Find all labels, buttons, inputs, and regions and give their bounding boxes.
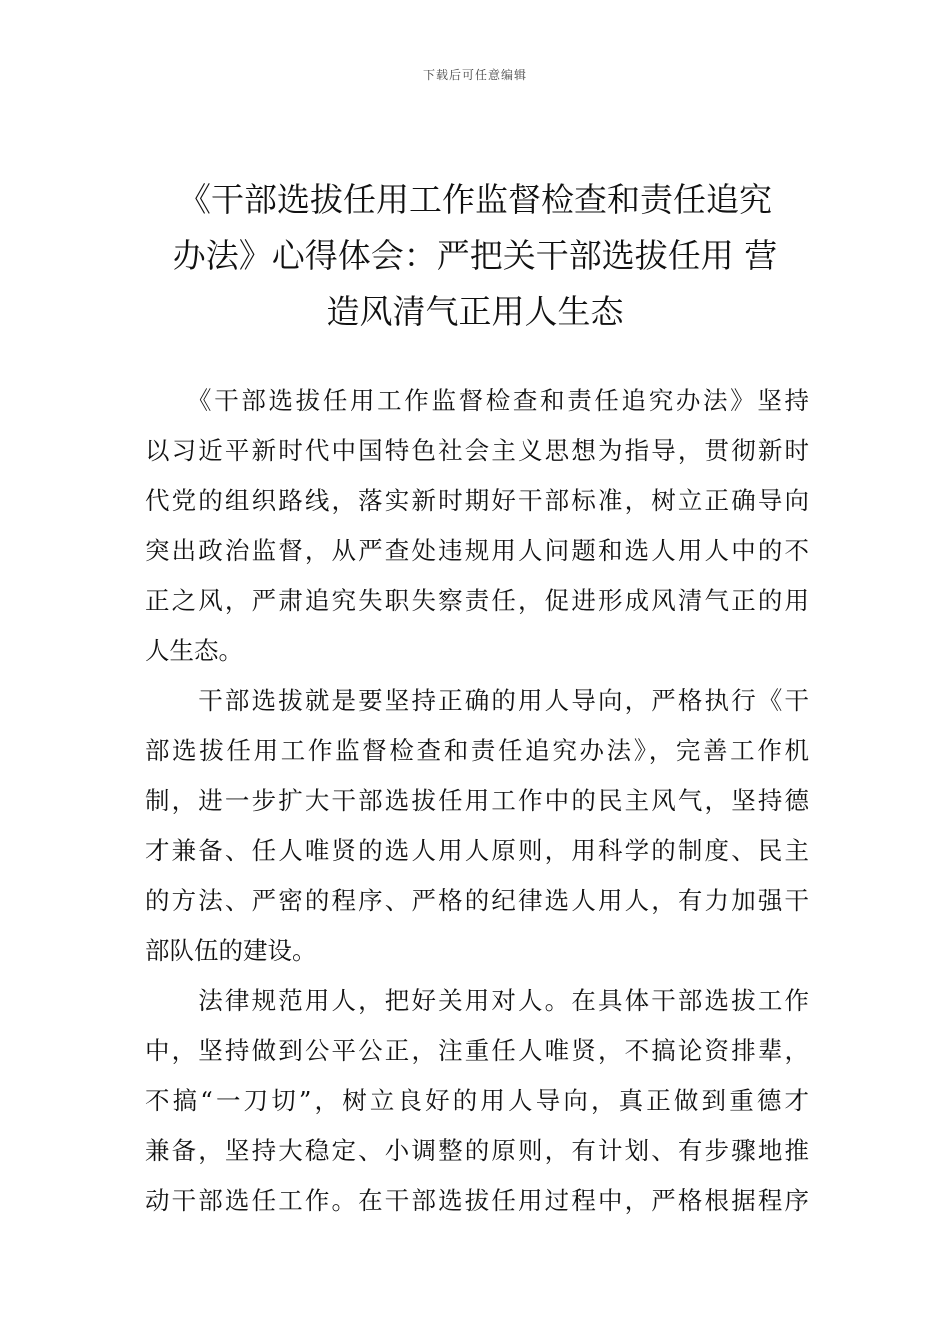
- paragraph-line: 兼备，坚持大稳定、小调整的原则，有计划、有步骤地推: [145, 1136, 809, 1165]
- paragraph-2: [145, 676, 809, 976]
- paragraph-1: [145, 376, 809, 676]
- document-body: [145, 376, 809, 1226]
- document-title: [145, 172, 805, 340]
- paragraph-line: 代党的组织路线，落实新时期好干部标准，树立正确导向: [145, 486, 809, 515]
- paragraph-line: 部选拔任用工作监督检查和责任追究办法》，完善工作机: [145, 736, 809, 765]
- paragraph-line: 不搞“一刀切”，树立良好的用人导向，真正做到重德才: [145, 1086, 809, 1115]
- paragraph-line: 正之风，严肃追究失职失察责任，促进形成风清气正的用: [145, 586, 809, 615]
- paragraph-line: 才兼备、任人唯贤的选人用人原则，用科学的制度、民主: [145, 836, 809, 865]
- title-line: 《干部选拔任用工作监督检查和责任追究: [178, 180, 772, 219]
- header-note: 下载后可任意编辑: [422, 68, 527, 82]
- paragraph-line: 制，进一步扩大干部选拔任用工作中的民主风气，坚持德: [145, 786, 809, 815]
- paragraph-line: 《干部选拔任用工作监督检查和责任追究办法》坚持: [145, 386, 809, 415]
- paragraph-line: 人生态。: [145, 636, 243, 665]
- paragraph-line: 部队伍的建设。: [145, 936, 317, 965]
- paragraph-line: 的方法、严密的程序、严格的纪律选人用人，有力加强干: [145, 886, 809, 915]
- paragraph-line: 以习近平新时代中国特色社会主义思想为指导，贯彻新时: [145, 436, 809, 465]
- title-line: 造风清气正用人生态: [326, 292, 624, 331]
- paragraph-line: 法律规范用人，把好关用对人。在具体干部选拔工作: [145, 986, 809, 1015]
- paragraph-line: 动干部选任工作。在干部选拔任用过程中，严格根据程序: [145, 1186, 809, 1215]
- paragraph-line: 中，坚持做到公平公正，注重任人唯贤，不搞论资排辈，: [145, 1036, 809, 1065]
- paragraph-3: [145, 976, 809, 1226]
- title-line: 办法》心得体会：严把关干部选拔任用 营: [172, 236, 778, 275]
- paragraph-line: 干部选拔就是要坚持正确的用人导向，严格执行《干: [145, 686, 809, 715]
- paragraph-line: 突出政治监督，从严查处违规用人问题和选人用人中的不: [145, 536, 809, 565]
